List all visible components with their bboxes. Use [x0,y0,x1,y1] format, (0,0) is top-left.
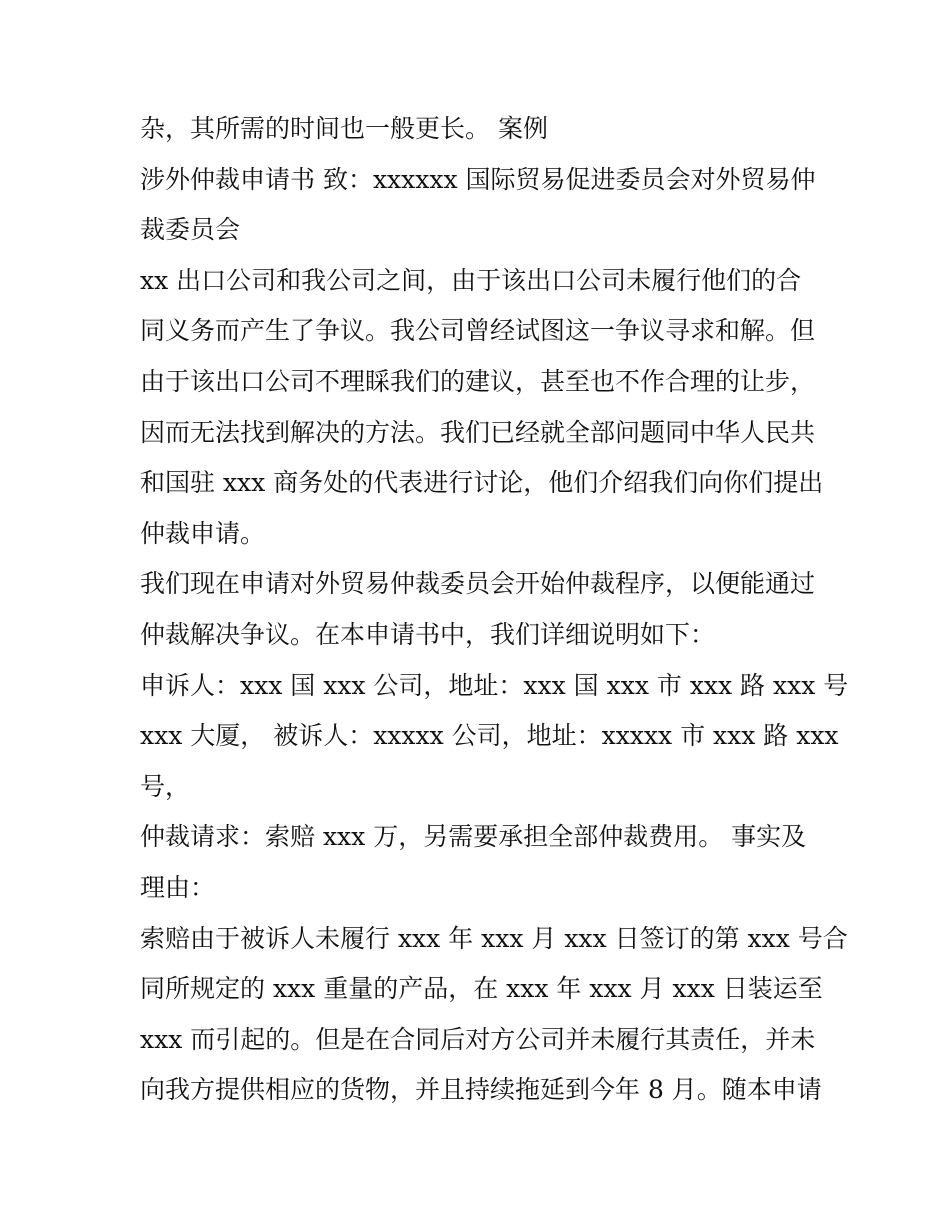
text-line: 同义务而产生了争议。我公司曾经试图这一争议寻求和解。但 [140,316,816,346]
text-line: 仲裁申请。 [140,518,266,548]
text-line: xx 出口公司和我公司之间，由于该出口公司未履行他们的合 [140,265,802,295]
text-line: 由于该出口公司不理睬我们的建议，甚至也不作合理的让步， [140,366,816,396]
text-line: 我们现在申请对外贸易仲裁委员会开始仲裁程序，以便能通过 [140,569,816,599]
text-line: 仲裁请求：索赔 xxx 万，另需要承担全部仲裁费用。 事实及 [140,822,807,852]
text-line: xxx 大厦， 被诉人：xxxxx 公司，地址：xxxxx 市 xxx 路 xxx [140,721,839,751]
text-line: 理由： [140,872,216,902]
text-line: 同所规定的 xxx 重量的产品，在 xxx 年 xxx 月 xxx 日装运至 [140,974,823,1004]
text-line: 仲裁解决争议。在本申请书中，我们详细说明如下： [140,619,716,649]
text-line: 向我方提供相应的货物，并且持续拖延到今年 8 月。随本申请 [140,1075,822,1105]
text-line: 申诉人：xxx 国 xxx 公司，地址：xxx 国 xxx 市 xxx 路 xxx 号 [140,670,849,700]
text-line: 涉外仲裁申请书 致：xxxxxx 国际贸易促进委员会对外贸易仲 [140,164,816,194]
document-body [140,104,849,1116]
text-line: 裁委员会 [140,215,241,245]
text-line: 和国驻 xxx 商务处的代表进行讨论，他们介绍我们向你们提出 [140,468,824,498]
text-line: xxx 而引起的。但是在合同后对方公司并未履行其责任，并未 [140,1024,816,1054]
text-line: 索赔由于被诉人未履行 xxx 年 xxx 月 xxx 日签订的第 xxx 号合 [140,923,848,953]
text-line: 杂，其所需的时间也一般更长。 案例 [140,114,548,143]
text-line: 因而无法找到解决的方法。我们已经就全部问题同中华人民共 [140,417,816,447]
text-line: 号， [140,771,191,801]
